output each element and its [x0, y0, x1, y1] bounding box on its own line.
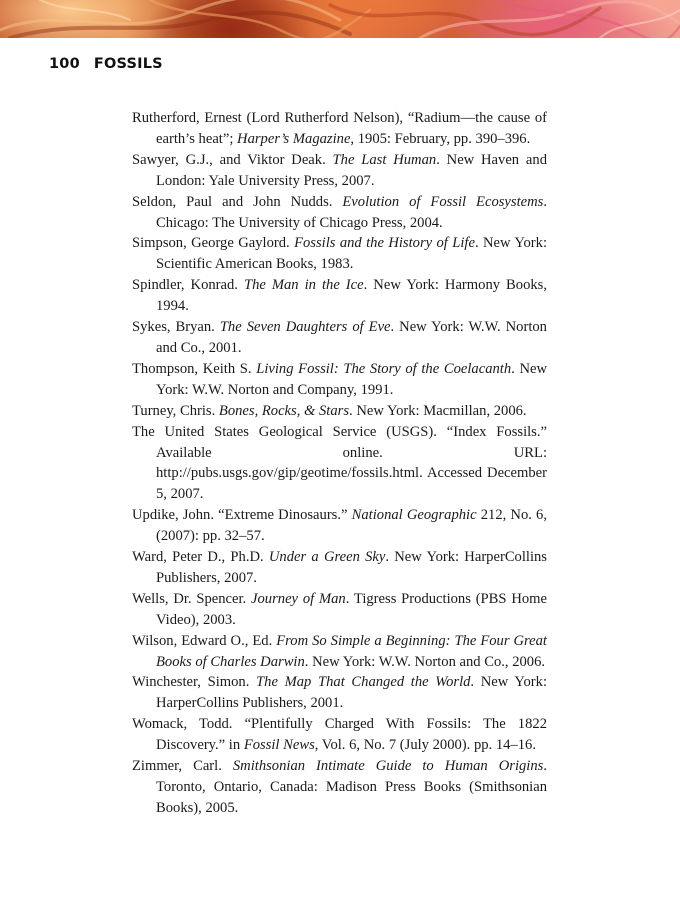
bibliography-entry — [132, 631, 547, 673]
entry-title: The Map That Changed the World — [256, 674, 471, 691]
bibliography-entry — [132, 150, 547, 192]
entry-text: Zimmer, Carl. — [132, 758, 233, 775]
entry-title: From So Simple a Beginning: The Four Great Books of Charles Darwin — [156, 632, 547, 670]
bibliography-entry — [132, 317, 547, 359]
entry-text: . New York: HarperCollins Publishers, 2001. — [156, 674, 547, 712]
entry-text: Turney, Chris. — [132, 402, 219, 419]
chapter-title: FOSSILS — [93, 56, 163, 72]
entry-text: . New York: W.W. Norton and Company, 1991. — [156, 360, 547, 398]
entry-text: . Toronto, Ontario, Canada: Madison Press Books (Smithsonian Books), 2005. — [156, 758, 547, 816]
entry-text: , Vol. 6, No. 7 (July 2000). pp. 14–16. — [314, 737, 536, 754]
entry-text: . New York: Macmillan, 2006. — [349, 402, 527, 419]
entry-text: Ward, Peter D., Ph.D. — [132, 549, 269, 566]
entry-text: Womack, Todd. “Plentifully Charged With Fossils: The 1822 Discovery.” in — [132, 716, 547, 754]
entry-text: . Tigress Productions (PBS Home Video), 2003. — [156, 590, 547, 628]
entry-text: . New Haven and London: Yale University Press, 2007. — [156, 151, 547, 189]
entry-text: . New York: HarperCollins Publishers, 2007. — [156, 549, 547, 586]
bibliography-entry — [132, 422, 547, 506]
bibliography-entry — [132, 505, 547, 547]
sandstone-swirl-graphic — [0, 0, 680, 38]
entry-title: The Man in the Ice — [243, 277, 364, 294]
entry-text: Winchester, Simon. — [132, 674, 257, 691]
entry-text: The United States Geological Service (USGS). “Index Fossils.” Available online. URL: http://pubs.usgs.gov/gip/geotime/fossils.html. Accessed December 5, 2007. — [132, 423, 547, 503]
header-banner-image — [0, 0, 680, 38]
bibliography-entry — [132, 756, 547, 819]
entry-text: . Chicago: The University of Chicago Press, 2004. — [156, 193, 547, 231]
entry-title: Under a Green Sky — [268, 549, 386, 566]
entry-title: Smithsonian Intimate Guide to Human Origins — [232, 758, 544, 775]
entry-text: Wells, Dr. Spencer. — [132, 590, 252, 607]
entry-title: Evolution of Fossil Ecosystems — [342, 193, 544, 210]
entry-text: . New York: W.W. Norton and Co., 2001. — [156, 319, 547, 356]
entry-text: Thompson, Keith S. — [132, 360, 257, 377]
bibliography-entry — [132, 589, 547, 631]
bibliography-entry — [132, 108, 547, 150]
entry-text: Sawyer, G.J., and Viktor Deak. — [132, 151, 333, 168]
bibliography-entry — [132, 714, 547, 756]
entry-title: Journey of Man — [251, 590, 346, 607]
running-head — [49, 56, 163, 72]
entry-title: National Geographic — [351, 507, 477, 524]
entry-title: Living Fossil: The Story of the Coelacanth — [256, 360, 512, 377]
bibliography-entry — [132, 359, 547, 401]
entry-text: Spindler, Konrad. — [132, 277, 244, 294]
entry-title: Fossils and the History of Life — [294, 235, 475, 252]
bibliography-entry — [132, 275, 547, 317]
bibliography-entry — [132, 192, 547, 234]
entry-text: Rutherford, Ernest (Lord Rutherford Nelson), “Radium—the cause of earth’s heat”; — [132, 110, 547, 147]
entry-text: Simpson, George Gaylord. — [132, 235, 295, 252]
bibliography-entry — [132, 547, 547, 589]
entry-title: Bones, Rocks, & Stars — [218, 402, 350, 419]
entry-text: Seldon, Paul and John Nudds. — [132, 193, 343, 210]
entry-text: 212, No. 6, (2007): pp. 32–57. — [156, 507, 548, 545]
entry-text: Sykes, Bryan. — [132, 319, 220, 336]
entry-text: . New York: Scientific American Books, 1983. — [156, 235, 548, 273]
entry-text: Wilson, Edward O., Ed. — [132, 632, 277, 649]
entry-text: . New York: W.W. Norton and Co., 2006. — [304, 653, 546, 670]
bibliography-entry — [132, 401, 547, 422]
entry-text: Updike, John. “Extreme Dinosaurs.” — [132, 507, 352, 524]
bibliography-entry — [132, 672, 547, 714]
entry-title: Fossil News — [243, 737, 315, 754]
entry-title: The Seven Daughters of Eve — [219, 319, 391, 336]
entry-title: Harper’s Magazine — [237, 130, 351, 147]
entry-title: The Last Human — [332, 151, 437, 168]
entry-text: , 1905: February, pp. 390–396. — [350, 130, 531, 147]
bibliography-entry — [132, 233, 547, 275]
entry-text: . New York: Harmony Books, 1994. — [156, 277, 547, 315]
page-number: 100 — [49, 56, 80, 72]
bibliography-list — [132, 108, 547, 819]
